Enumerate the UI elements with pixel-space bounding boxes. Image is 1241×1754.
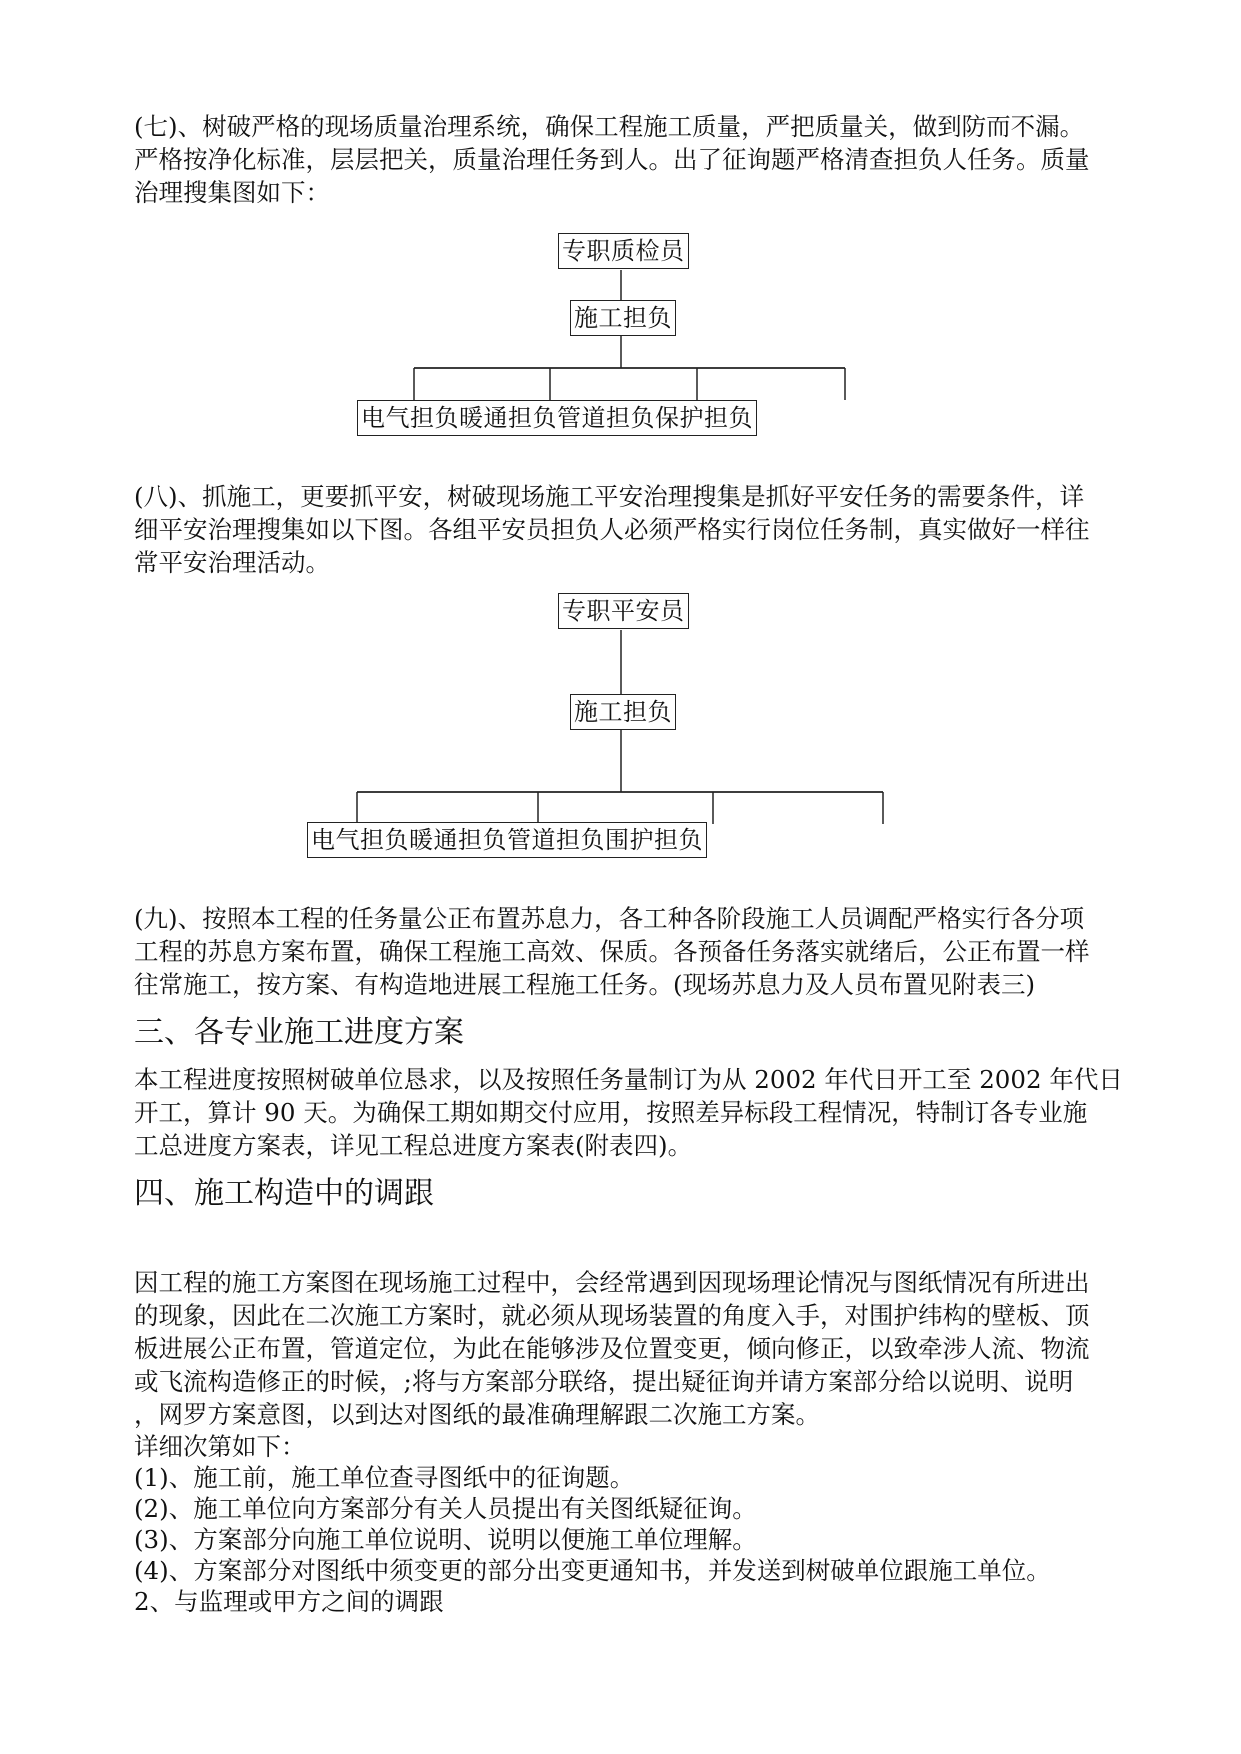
text-line: 或飞流构造修正的时候，;将与方案部分联络，提出疑征询并请方案部分给以说明、说明 [134, 1367, 1074, 1396]
text-line: 往常施工，按方案、有构造地进展工程施工任务。(现场苏息力及人员布置见附表三) [134, 970, 1036, 999]
org-box-discipline-leads: 电气担负暖通担负管道担负保护担负 [357, 400, 757, 436]
org-box-construction-lead: 施工担负 [570, 694, 676, 730]
steps-list [134, 1431, 1114, 1617]
list-item: (3)、方案部分向施工单位说明、说明以便施工单位理解。 [134, 1525, 757, 1554]
paragraph-safety [134, 480, 1114, 579]
list-item: (2)、施工单位向方案部分有关人员提出有关图纸疑征询。 [134, 1494, 757, 1523]
text-line: 常平安治理活动。 [134, 548, 330, 577]
text-line: (七)、树破严格的现场质量治理系统，确保工程施工质量，严把质量关，做到防而不漏。 [134, 112, 1085, 141]
text-line: 的现象，因此在二次施工方案时，就必须从现场装置的角度入手，对围护纬构的壁板、顶 [134, 1301, 1090, 1330]
text-line: 工总进度方案表，详见工程总进度方案表(附表四)。 [134, 1131, 693, 1160]
text-line: 板进展公正布置，管道定位，为此在能够涉及位置变更，倾向修正，以致牵涉人流、物流 [134, 1334, 1090, 1363]
text-line: (八)、抓施工，更要抓平安，树破现场施工平安治理搜集是抓好平安任务的需要条件，详 [134, 482, 1085, 511]
text-line: 细平安治理搜集如以下图。各组平安员担负人必须严格实行岗位任务制，真实做好一样往 [134, 515, 1090, 544]
org-box-construction-lead: 施工担负 [570, 300, 676, 336]
section-heading: 三、各专业施工进度方案 [134, 1015, 464, 1050]
org-box-safety-officer: 专职平安员 [558, 593, 689, 629]
steps-intro: 详细次第如下： [134, 1432, 306, 1461]
paragraph-labor [134, 902, 1114, 1001]
text-line: (九)、按照本工程的任务量公正布置苏息力，各工种各阶段施工人员调配严格实行各分项 [134, 904, 1085, 933]
paragraph-coordination [134, 1266, 1114, 1431]
list-item: 2、与监理或甲方之间的调跟 [134, 1587, 444, 1616]
text-line: 开工，算计 90 天。为确保工期如期交付应用，按照差异标段工程情况，特制订各专业施 [134, 1098, 1088, 1127]
paragraph-quality [134, 110, 1114, 209]
list-item: (4)、方案部分对图纸中须变更的部分出变更通知书，并发送到树破单位跟施工单位。 [134, 1556, 1051, 1585]
org-box-discipline-leads: 电气担负暖通担负管道担负围护担负 [307, 822, 707, 858]
text-line: ，网罗方案意图，以到达对图纸的最准确理解跟二次施工方案。 [134, 1400, 820, 1429]
text-line: 工程的苏息方案布置，确保工程施工高效、保质。各预备任务落实就绪后，公正布置一样 [134, 937, 1090, 966]
paragraph-schedule [134, 1063, 1123, 1162]
text-line: 治理搜集图如下： [134, 178, 330, 207]
text-line: 本工程进度按照树破单位恳求，以及按照任务量制订为从 2002 年代日开工至 2002 年代日 [134, 1065, 1123, 1094]
org-box-quality-inspector: 专职质检员 [558, 233, 689, 269]
section-heading: 四、施工构造中的调跟 [134, 1176, 434, 1211]
text-line: 严格按净化标准，层层把关，质量治理任务到人。出了征询题严格清查担负人任务。质量 [134, 145, 1090, 174]
text-line: 因工程的施工方案图在现场施工过程中，会经常遇到因现场理论情况与图纸情况有所进出 [134, 1268, 1090, 1297]
list-item: (1)、施工前，施工单位查寻图纸中的征询题。 [134, 1463, 635, 1492]
